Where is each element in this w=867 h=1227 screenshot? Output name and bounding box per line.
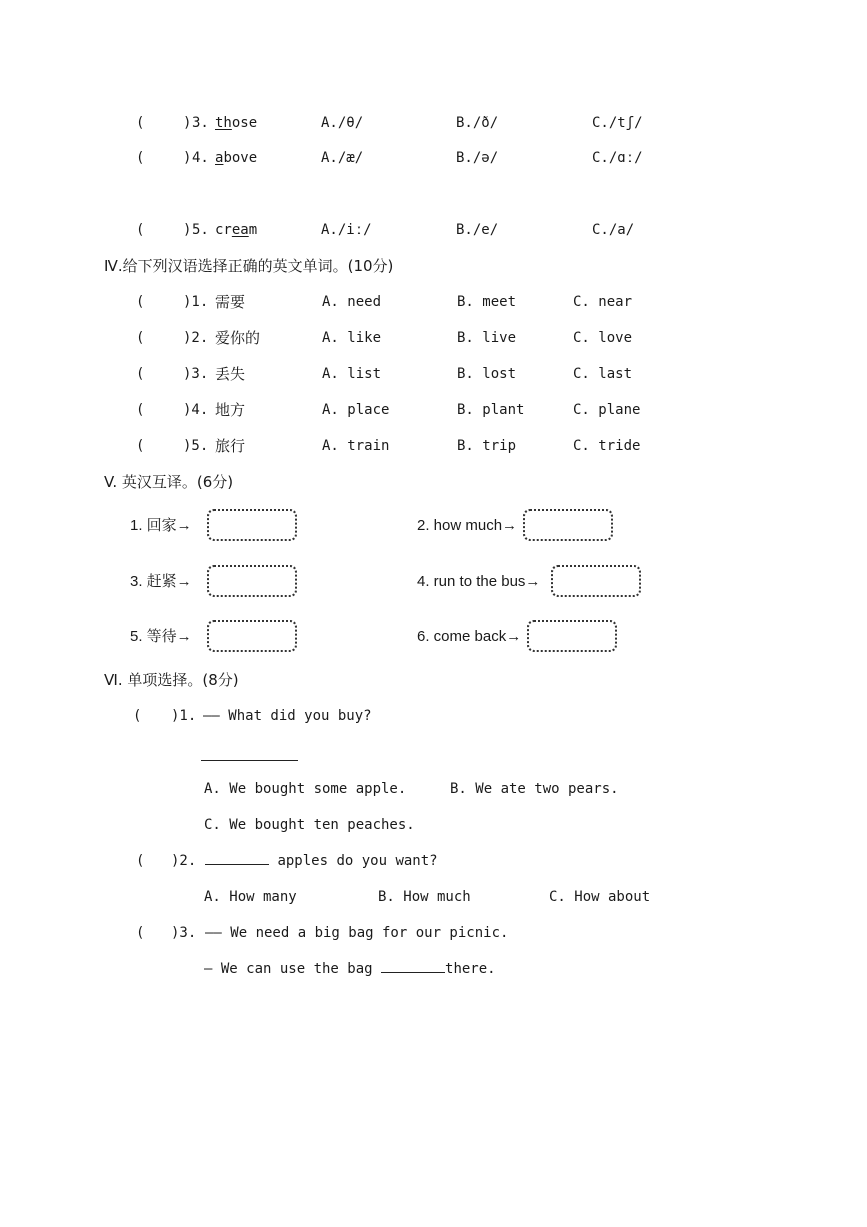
answer-blank-line[interactable] <box>201 760 298 761</box>
option-a: A. We bought some apple. <box>204 781 407 797</box>
answer-paren-open: ( <box>136 925 145 941</box>
chinese-word: 地方 <box>215 401 246 419</box>
answer-box[interactable] <box>551 565 641 597</box>
question-text: apples do you want? <box>205 850 438 872</box>
item-number: )2. <box>183 330 209 346</box>
option-b: B. live <box>457 330 517 346</box>
item-number: 3. <box>192 115 209 131</box>
option-c: C. We bought ten peaches. <box>204 817 415 833</box>
option-b: B. meet <box>457 294 517 310</box>
item-number: 5. <box>192 222 209 238</box>
translation-prompt: 4. run to the bus→ <box>417 573 541 590</box>
answer-paren-open: ( <box>136 402 145 418</box>
answer-paren-close: ) <box>183 222 192 238</box>
target-word: above <box>215 150 258 166</box>
option-a: A. How many <box>204 889 297 905</box>
translation-prompt: 1. 回家→ <box>130 517 192 534</box>
answer-paren-close: ) <box>183 150 192 166</box>
chinese-word: 爱你的 <box>215 329 261 347</box>
translation-prompt: 2. how much→ <box>417 517 518 534</box>
item-number: )1. <box>171 708 197 724</box>
item-number: 4. <box>192 150 209 166</box>
option-c: C. How about <box>549 889 651 905</box>
item-number: )3. <box>183 366 209 382</box>
answer-box[interactable] <box>207 509 297 541</box>
option-b: B./ə/ <box>456 150 499 166</box>
item-number: )1. <box>183 294 209 310</box>
option-c: C./tʃ/ <box>592 115 643 131</box>
option-c: C. last <box>573 366 633 382</box>
answer-blank-line[interactable] <box>205 850 269 865</box>
item-number: )5. <box>183 438 209 454</box>
option-c: C./a/ <box>592 222 635 238</box>
answer-box[interactable] <box>527 620 617 652</box>
item-number: )2. <box>171 853 197 869</box>
answer-box[interactable] <box>207 620 297 652</box>
option-b: B. How much <box>378 889 471 905</box>
option-c: C. near <box>573 294 633 310</box>
answer-paren-open: ( <box>136 222 145 238</box>
translation-prompt: 3. 赶紧→ <box>130 573 192 590</box>
answer-paren-open: ( <box>136 366 145 382</box>
answer-box[interactable] <box>207 565 297 597</box>
option-a: A./θ/ <box>321 115 364 131</box>
option-b: B./ð/ <box>456 115 499 131</box>
option-c: C. plane <box>573 402 641 418</box>
option-b: B. lost <box>457 366 517 382</box>
section-5-heading: V. 英汉互译。(6分) <box>104 473 234 491</box>
option-b: B. trip <box>457 438 517 454</box>
option-a: A. need <box>322 294 382 310</box>
answer-paren-open: ( <box>136 438 145 454</box>
chinese-word: 需要 <box>215 293 246 311</box>
option-b: B. We ate two pears. <box>450 781 619 797</box>
answer-paren-open: ( <box>136 294 145 310</box>
answer-paren-open: ( <box>133 708 142 724</box>
item-number: )3. <box>171 925 197 941</box>
option-b: B. plant <box>457 402 525 418</box>
chinese-word: 丢失 <box>215 365 246 383</box>
target-word: cream <box>215 222 258 238</box>
question-text: —— We need a big bag for our picnic. <box>205 925 509 941</box>
option-c: C. tride <box>573 438 641 454</box>
option-a: A./æ/ <box>321 150 364 166</box>
option-c: C. love <box>573 330 633 346</box>
answer-paren-close: ) <box>183 115 192 131</box>
answer-box[interactable] <box>523 509 613 541</box>
option-a: A. place <box>322 402 390 418</box>
translation-prompt: 6. come back→ <box>417 628 522 645</box>
answer-paren-open: ( <box>136 853 145 869</box>
reply-text: — We can use the bag there. <box>204 958 496 980</box>
answer-paren-open: ( <box>136 115 145 131</box>
translation-prompt: 5. 等待→ <box>130 628 192 645</box>
option-c: C./ɑː/ <box>592 150 643 166</box>
option-a: A. like <box>322 330 382 346</box>
answer-paren-open: ( <box>136 330 145 346</box>
item-number: )4. <box>183 402 209 418</box>
option-a: A. list <box>322 366 382 382</box>
target-word: those <box>215 115 258 131</box>
option-a: A. train <box>322 438 390 454</box>
chinese-word: 旅行 <box>215 437 246 455</box>
question-text: —— What did you buy? <box>203 708 372 724</box>
answer-blank-line[interactable] <box>381 958 445 973</box>
section-4-heading: Ⅳ.给下列汉语选择正确的英文单词。(10分) <box>104 257 394 275</box>
section-6-heading: Ⅵ. 单项选择。(8分) <box>104 671 239 689</box>
option-b: B./e/ <box>456 222 499 238</box>
option-a: A./iː/ <box>321 222 372 238</box>
answer-paren-open: ( <box>136 150 145 166</box>
